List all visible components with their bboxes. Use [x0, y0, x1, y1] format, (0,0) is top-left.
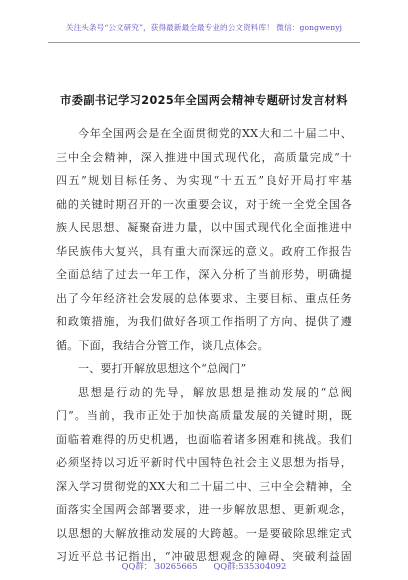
header-divider — [48, 42, 360, 43]
section-heading: 一、要打开解放思想这个“总阀门” — [78, 362, 247, 375]
body-line: 深入学习贯彻党的XX大和二十届二中、三中全会精神，全 — [56, 479, 352, 493]
body-line: 必须坚持以习近平新时代中国特色社会主义思想为指导， — [56, 456, 352, 469]
body-line: 族人民思想、凝聚奋进力量，以中国式现代化全面推进中 — [56, 221, 352, 234]
body-line: 全面总结了过去一年工作，深入分析了当前形势，明确提 — [56, 268, 352, 281]
body-line: 出了今年经济社会发展的总体要求、主要目标、重点任务 — [56, 291, 352, 305]
qq-group-1: QQ群： 30265665 — [121, 561, 198, 571]
body-line: 门”。当前，我市正处于加快高质量发展的关键时期，既 — [56, 409, 352, 422]
body-line: 以思想的大解放推动发展的大跨越。一是要破除思维定式 — [56, 526, 352, 540]
body-line: 面临着难得的历史机遇，也面临着诸多困难和挑战。我们 — [56, 432, 352, 446]
document-body — [56, 122, 352, 569]
document-title: 市委副书记学习2025年全国两会精神专题研讨发言材料 — [60, 94, 348, 107]
body-line: 四五”规划目标任务、为实现“十五五”良好开局打牢基 — [56, 174, 352, 187]
qq-group-2: QQ群:535304092 — [213, 561, 287, 571]
body-line: 三中全会精神，深入推进中国式现代化，高质量完成“十 — [56, 150, 352, 164]
body-line: 华民族伟大复兴，具有重大而深远的意义。政府工作报告 — [56, 244, 352, 258]
body-line: 和政策措施，为我们做好各项工作指明了方向、提供了遵 — [56, 315, 352, 328]
body-line: 础的关键时期召开的一次重要会议，对于统一全党全国各 — [56, 197, 352, 211]
body-line: 循。下面，我结合分管工作，谈几点体会。 — [56, 338, 269, 352]
body-line: 思想是行动的先导，解放思想是推动发展的“总阀 — [78, 385, 352, 399]
body-line: 面落实全国两会部署要求，进一步解放思想、更新观念， — [56, 503, 352, 516]
body-line: 今年全国两会是在全面贯彻党的XX大和二十届二中、 — [78, 127, 352, 140]
body-line: 习近平总书记指出，“冲破思想观念的障碍、突破利益固 — [56, 550, 352, 563]
promo-header: 关注头条号“公文研究”，获得最新最全最专业的公文资料库！ 微信：gongwenyj — [65, 23, 343, 32]
qq-footer — [0, 560, 408, 572]
